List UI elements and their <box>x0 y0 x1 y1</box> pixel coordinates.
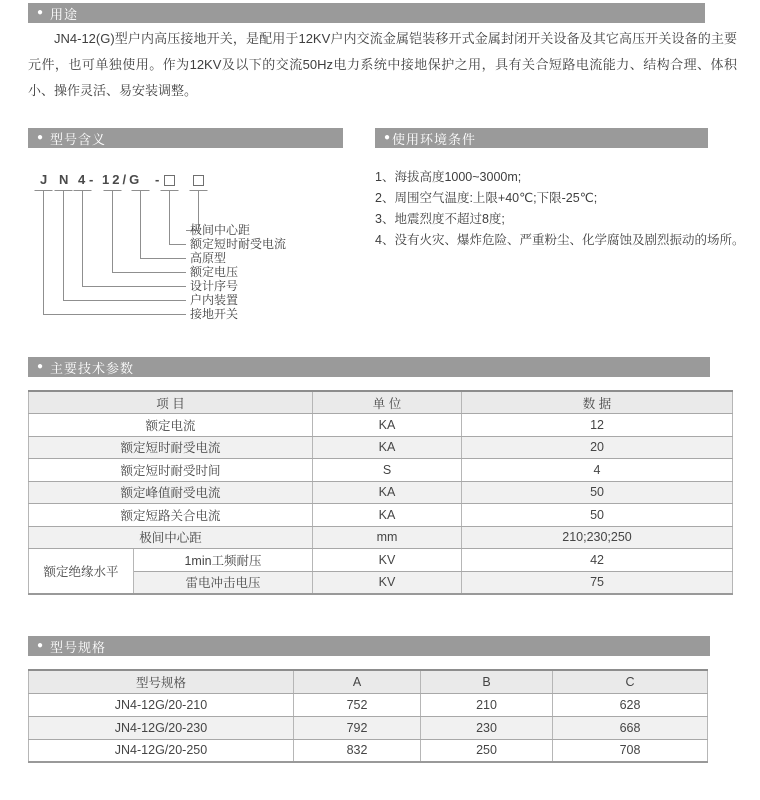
table-row <box>29 693 708 716</box>
param-unit: KV <box>313 549 462 572</box>
param-unit: mm <box>313 526 462 549</box>
table-row <box>29 481 733 504</box>
table-header-row <box>29 670 708 693</box>
section-title-model-meaning: 型号含义 <box>50 131 107 147</box>
environment-item: 3、地震烈度不超过8度; <box>375 212 505 226</box>
column-header-unit: 单 位 <box>313 391 462 414</box>
model-code-char-j: J <box>40 172 51 187</box>
environment-conditions-list <box>375 167 745 251</box>
param-name: 额定短时耐受电流 <box>29 436 313 459</box>
model-code-char-n: N <box>59 172 72 187</box>
section-header-tech-params <box>28 357 710 377</box>
param-value: 50 <box>462 481 733 504</box>
table-row <box>29 459 733 482</box>
table-row <box>29 414 733 437</box>
table-row <box>29 504 733 527</box>
model-specs-table <box>28 669 708 763</box>
param-unit: KA <box>313 414 462 437</box>
table-row <box>29 436 733 459</box>
section-header-usage <box>28 3 705 23</box>
param-unit: KA <box>313 504 462 527</box>
param-value: 50 <box>462 504 733 527</box>
spec-c: 628 <box>553 693 708 716</box>
table-header-row <box>29 391 733 414</box>
param-name: 雷电冲击电压 <box>134 571 313 594</box>
model-code-dash: - <box>89 172 97 187</box>
table-row <box>29 526 733 549</box>
environment-item: 1、海拔高度1000~3000m; <box>375 170 522 184</box>
spec-c: 708 <box>553 739 708 762</box>
bullet-icon: ● <box>37 132 45 143</box>
model-code-label: 极间中心距 <box>190 223 251 237</box>
column-header-c: C <box>553 670 708 693</box>
environment-item: 2、周围空气温度:上限+40℃;下限-25℃; <box>375 191 598 205</box>
param-name: 极间中心距 <box>29 526 313 549</box>
section-header-model-meaning <box>28 128 343 148</box>
model-code-label: 户内装置 <box>190 293 239 307</box>
column-header-item: 项 目 <box>29 391 313 414</box>
param-unit: KV <box>313 571 462 594</box>
section-title-tech-params: 主要技术参数 <box>50 360 135 376</box>
model-code-char-4: 4 <box>78 172 89 187</box>
section-header-model-specs <box>28 636 710 656</box>
param-group-insulation: 额定绝缘水平 <box>29 549 134 594</box>
bullet-icon: ● <box>37 7 45 18</box>
spec-b: 210 <box>421 693 553 716</box>
spec-model: JN4-12G/20-250 <box>29 739 294 762</box>
table-row <box>29 716 708 739</box>
column-header-a: A <box>294 670 421 693</box>
spec-model: JN4-12G/20-230 <box>29 716 294 739</box>
column-header-model: 型号规格 <box>29 670 294 693</box>
spec-a: 792 <box>294 716 421 739</box>
param-name: 额定峰值耐受电流 <box>29 481 313 504</box>
column-header-value: 数 据 <box>462 391 733 414</box>
section-title-model-specs: 型号规格 <box>50 639 107 655</box>
section-title-usage: 用途 <box>50 6 79 22</box>
spec-model: JN4-12G/20-210 <box>29 693 294 716</box>
param-unit: KA <box>313 436 462 459</box>
usage-paragraph: JN4-12(G)型户内高压接地开关，是配用于12KV户内交流金属铠装移开式金属封闭开关设备及其它高压开关设备的主要元件，也可单独使用。作为12KV及以下的交流50Hz电力系统中接地保护之用，具有关合短路电流能力、结构合理、体积小、操作灵活、易安装调整。 <box>28 31 737 98</box>
param-value: 42 <box>462 549 733 572</box>
model-code-label: 额定短时耐受电流 <box>190 237 287 251</box>
param-value: 4 <box>462 459 733 482</box>
table-row <box>29 739 708 762</box>
tech-params-table <box>28 390 733 595</box>
param-name: 1min工频耐压 <box>134 549 313 572</box>
column-header-b: B <box>421 670 553 693</box>
bullet-icon: ● <box>37 361 45 372</box>
param-unit: KA <box>313 481 462 504</box>
bullet-icon: ● <box>384 132 392 143</box>
model-code-12g: 12/G <box>102 172 143 187</box>
model-code-connector-lines <box>28 165 348 325</box>
param-value: 75 <box>462 571 733 594</box>
model-code-label: 设计序号 <box>190 279 239 293</box>
spec-b: 230 <box>421 716 553 739</box>
param-name: 额定短时耐受时间 <box>29 459 313 482</box>
model-code-dash: - <box>155 172 163 187</box>
table-row <box>29 549 733 572</box>
param-value: 210;230;250 <box>462 526 733 549</box>
param-name: 额定短路关合电流 <box>29 504 313 527</box>
model-code-label: 额定电压 <box>190 265 239 279</box>
param-unit: S <box>313 459 462 482</box>
param-name: 额定电流 <box>29 414 313 437</box>
param-value: 12 <box>462 414 733 437</box>
table-row <box>29 571 733 594</box>
spec-b: 250 <box>421 739 553 762</box>
bullet-icon: ● <box>37 640 45 651</box>
section-title-environment: 使用环境条件 <box>392 131 477 147</box>
param-value: 20 <box>462 436 733 459</box>
section-header-environment <box>375 128 708 148</box>
model-code-label: 接地开关 <box>190 307 239 321</box>
environment-item: 4、没有火灾、爆炸危险、严重粉尘、化学腐蚀及剧烈振动的场所。 <box>375 233 745 247</box>
spec-c: 668 <box>553 716 708 739</box>
spec-a: 832 <box>294 739 421 762</box>
spec-a: 752 <box>294 693 421 716</box>
model-code-label: 高原型 <box>190 251 227 265</box>
